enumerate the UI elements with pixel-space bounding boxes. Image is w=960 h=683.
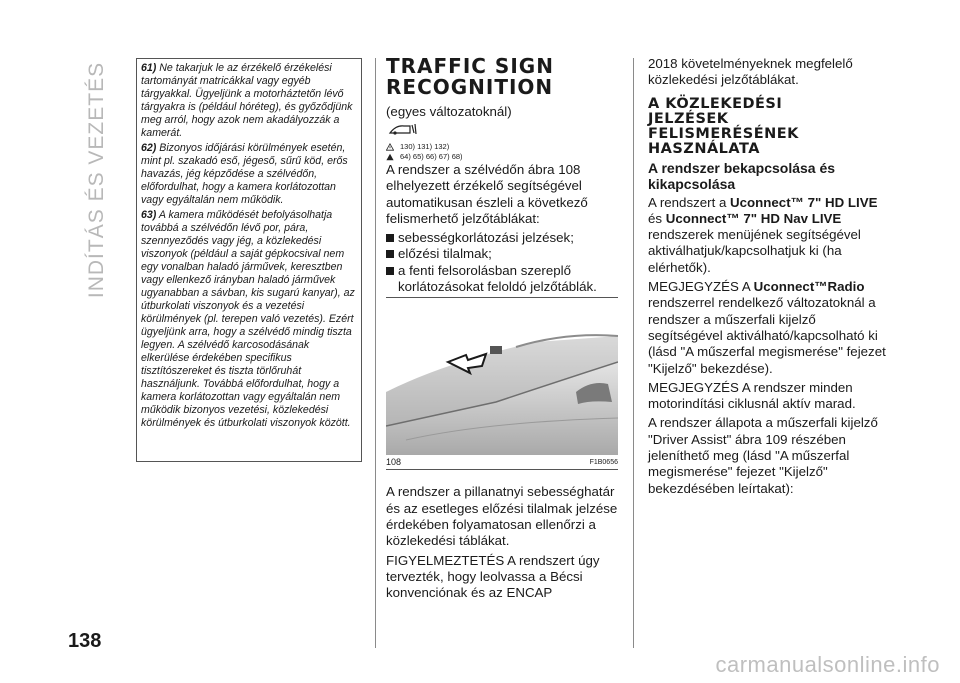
warning-box — [136, 58, 362, 462]
bullet-square-icon — [386, 234, 394, 242]
list-item: előzési tilalmak; — [386, 246, 618, 262]
watermark: carmanualsonline.info — [715, 652, 940, 677]
chapter-side-tab — [82, 58, 110, 308]
list-item: sebességkorlátozási jelzések; — [386, 230, 618, 246]
note-paragraph: MEGJEGYZÉS A Uconnect™Radio rendszerrel rendelkező változatoknál a rendszer a műszerfali kijelző segítségével aktiválható/kapcsolható ki (lásd "A műszerfal megismerése" fejezet "Kijelző" bekezdése). — [648, 279, 886, 376]
warning-item: 62) Bizonyos időjárási körülmények esetén, mint pl. szakadó eső, jégeső, sűrű köd, erős havazás, jég képződése a szélvédőn, előfordulhat, hogy a kamera korlátozottan vagy egyáltalán nem működik. — [141, 142, 348, 206]
warning-triangle-icon — [386, 153, 394, 161]
warning-item: 61) Ne takarjuk le az érzékelő érzékelési tartományát matricákkal vagy egyéb tárgyakkal. Ügyeljünk a motorháztetőn lévő tárgyakra is (például hóréteg), és győződjünk meg arról, hogy azok nem akadályozzák a kamerát. — [141, 62, 353, 139]
note-refs: 64) 65) 66) 67) 68) — [386, 152, 618, 161]
variant-note: (egyes változatoknál) — [386, 104, 512, 119]
page-number: 138 — [68, 630, 102, 652]
car-sensor-icon — [388, 122, 618, 141]
chapter-title: INDÍTÁS ÉS VEZETÉS — [85, 61, 108, 299]
column-divider — [633, 58, 634, 648]
column-traffic-sign — [386, 56, 618, 604]
figure-top-rule — [386, 297, 618, 298]
figure-bottom-rule — [386, 469, 618, 470]
paragraph: 2018 követelményeknek megfelelő közlekedési jelzőtáblákat. — [648, 56, 853, 88]
figure-number: 108 — [386, 457, 402, 468]
warning-refs: 130) 131) 132) — [386, 142, 618, 151]
note-paragraph: MEGJEGYZÉS A rendszer minden motorindítási ciklusnál aktív marad. — [648, 379, 856, 412]
warning-item: 63) A kamera működését befolyásolhatja továbbá a szélvédőn lévő por, pára, szennyeződés vagy jég, a közlekedési viszonyok (például a saját gépkocsival nem egy vonalban haladó járművek, keresztben vagy ellenkező irányban haladó járművek ugyanabban a sávban, kis sugarú kanyar), az útburkolati viszonyok és a vezetési körülmények (pl. terepen való vezetés). Ezért ügyeljünk arra, hogy a szélvédő mindig tiszta legyen. A szélvédő karcosodásának elkerülése érdekében specifikus tisztítószereket és tiszta törlőruhát használjunk. Továbbá előfordulhat, hogy a kamera korlátozottan vagy egyáltalán nem működik bizonyos vezetési, közlekedési körülmények és útburkolati viszonyok között. — [141, 209, 355, 429]
figure-code: F1B0656 — [589, 459, 618, 467]
paragraph: FIGYELMEZTETÉS A rendszert úgy tervezték, hogy leolvassa a Bécsi konvenciónak és az ENCAP — [386, 552, 600, 601]
section-title: TRAFFIC SIGN RECOGNITION — [386, 54, 554, 99]
bullet-square-icon — [386, 250, 394, 258]
section-heading: A KÖZLEKEDÉSI JELZÉSEK FELISMERÉSÉNEK HASZNÁLATA — [648, 95, 799, 157]
column-divider — [375, 58, 376, 648]
list-item: a fenti felsorolásban szereplő korlátozásokat feloldó jelzőtáblák. — [386, 263, 618, 296]
paragraph: A rendszer állapota a műszerfali kijelző "Driver Assist" ábra 109 részében jeleníthető meg (lásd "A műszerfal megismerése" fejezet "Kijelző" bekezdésében leírtakat): — [648, 415, 878, 496]
intro-paragraph: A rendszer a szélvédőn ábra 108 elhelyezett érzékelő segítségével automatikusan észleli a következő felismerhető jelzőtáblákat: — [386, 162, 588, 226]
subsection-heading: A rendszer bekapcsolása és kikapcsolása — [648, 159, 836, 192]
warning-triangle-icon — [386, 143, 394, 151]
figure-windscreen-sensor — [386, 322, 618, 455]
bullet-square-icon — [386, 267, 394, 275]
paragraph: A rendszert a Uconnect™ 7" HD LIVE és Uconnect™ 7" HD Nav LIVE rendszerek menüjének segítségével aktiválhatjuk/kapcsolhatjuk ki (ha elérhetők). — [648, 194, 878, 275]
column-usage — [648, 56, 888, 500]
figure-caption — [386, 457, 618, 467]
paragraph: A rendszer a pillanatnyi sebességhatár és az esetleges előzési tilalmak jelzése érdekében folyamatosan ellenőrzi a közlekedési táblákat. — [386, 484, 618, 549]
